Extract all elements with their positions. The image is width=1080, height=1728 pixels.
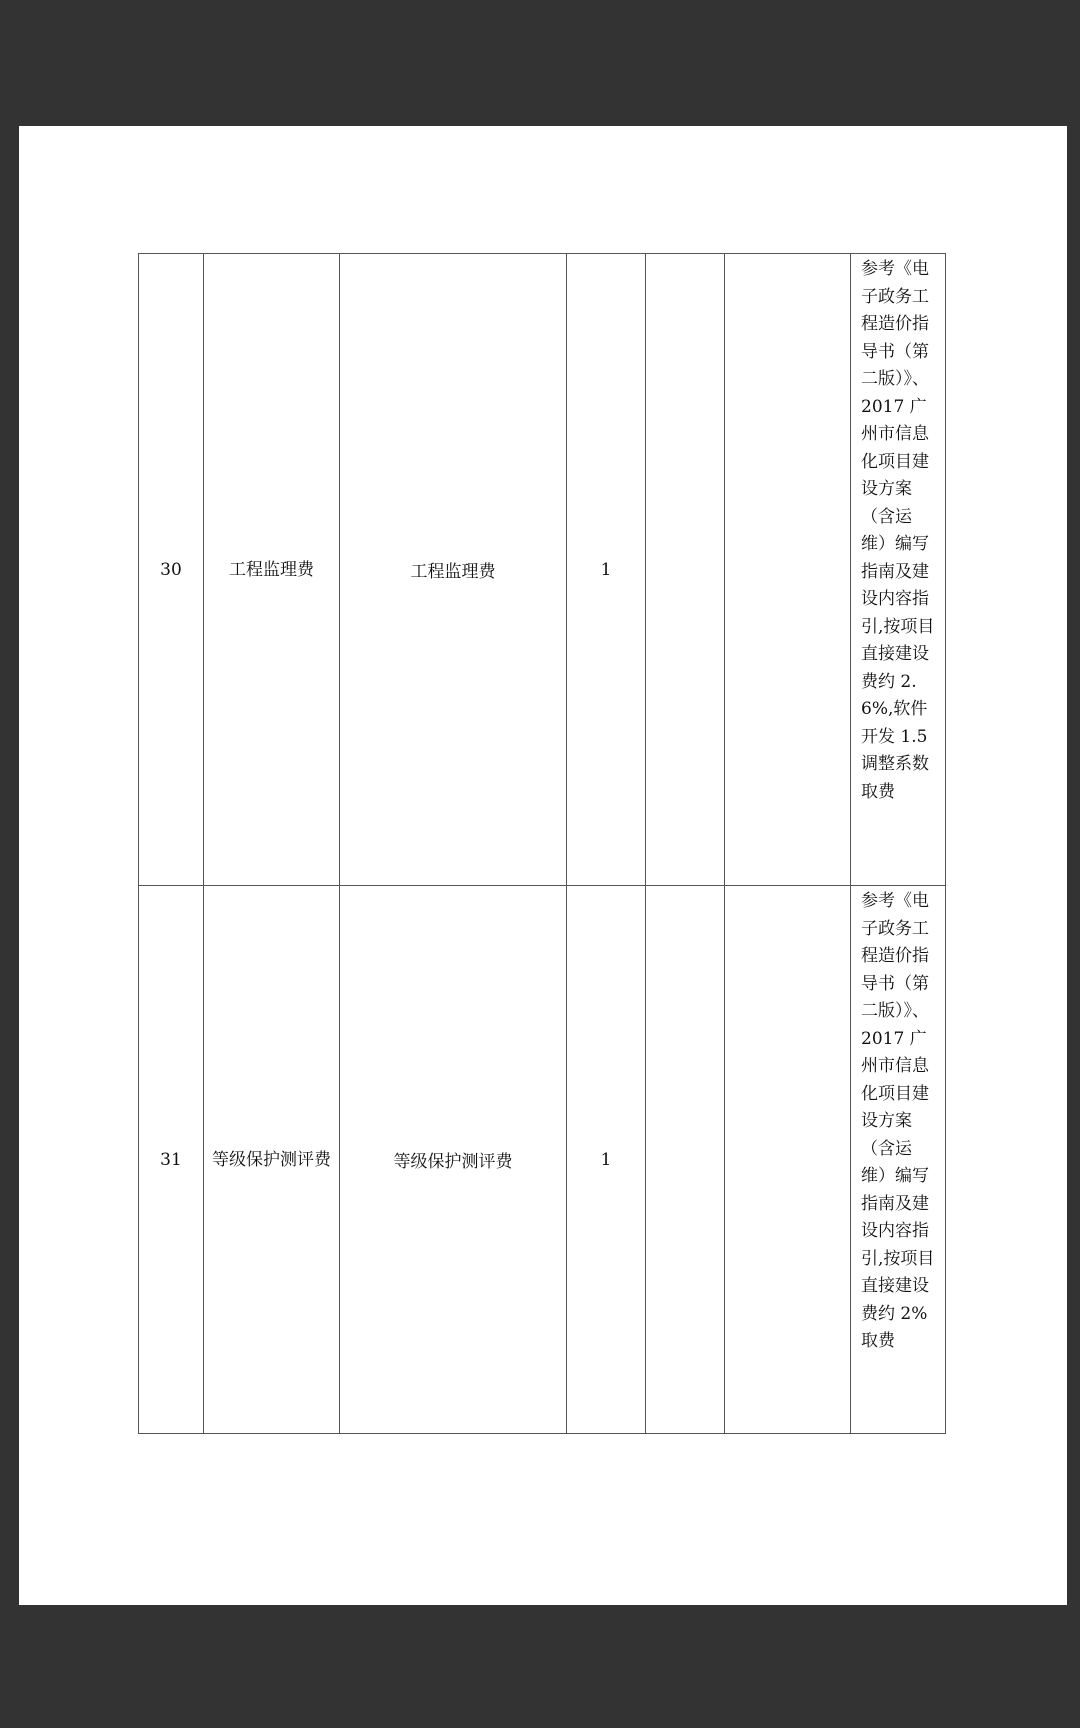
item-quantity: 1 (567, 886, 646, 1434)
item-name-text: 等级保护测评费 (212, 1149, 331, 1170)
item-name-text: 工程监理费 (229, 559, 314, 580)
item-name (204, 886, 340, 1434)
item-name (204, 254, 340, 886)
item-unit-price (646, 886, 725, 1434)
item-content: 工程监理费 (340, 254, 567, 886)
item-note (851, 254, 946, 886)
item-content: 等级保护测评费 (340, 886, 567, 1434)
item-amount (725, 886, 851, 1434)
item-note-text: 参考《电子政务工程造价指导书（第二版）》、2017 广州市信息化项目建设方案（含运维）编写指南及建设内容指引,按项目直接建设费约 2%取费 (861, 891, 935, 1351)
table-row (139, 254, 946, 886)
row-index: 30 (139, 254, 204, 886)
item-unit-price (646, 254, 725, 886)
table-row (139, 886, 946, 1434)
item-quantity: 1 (567, 254, 646, 886)
item-note-text: 参考《电子政务工程造价指导书（第二版）》、2017 广州市信息化项目建设方案（含运维）编写指南及建设内容指引,按项目直接建设费约 2.6%,软件开发 1.5 调整系数取费 (861, 259, 935, 802)
budget-table (138, 253, 946, 1434)
item-note (851, 886, 946, 1434)
document-page (19, 126, 1067, 1605)
item-amount (725, 254, 851, 886)
row-index: 31 (139, 886, 204, 1434)
